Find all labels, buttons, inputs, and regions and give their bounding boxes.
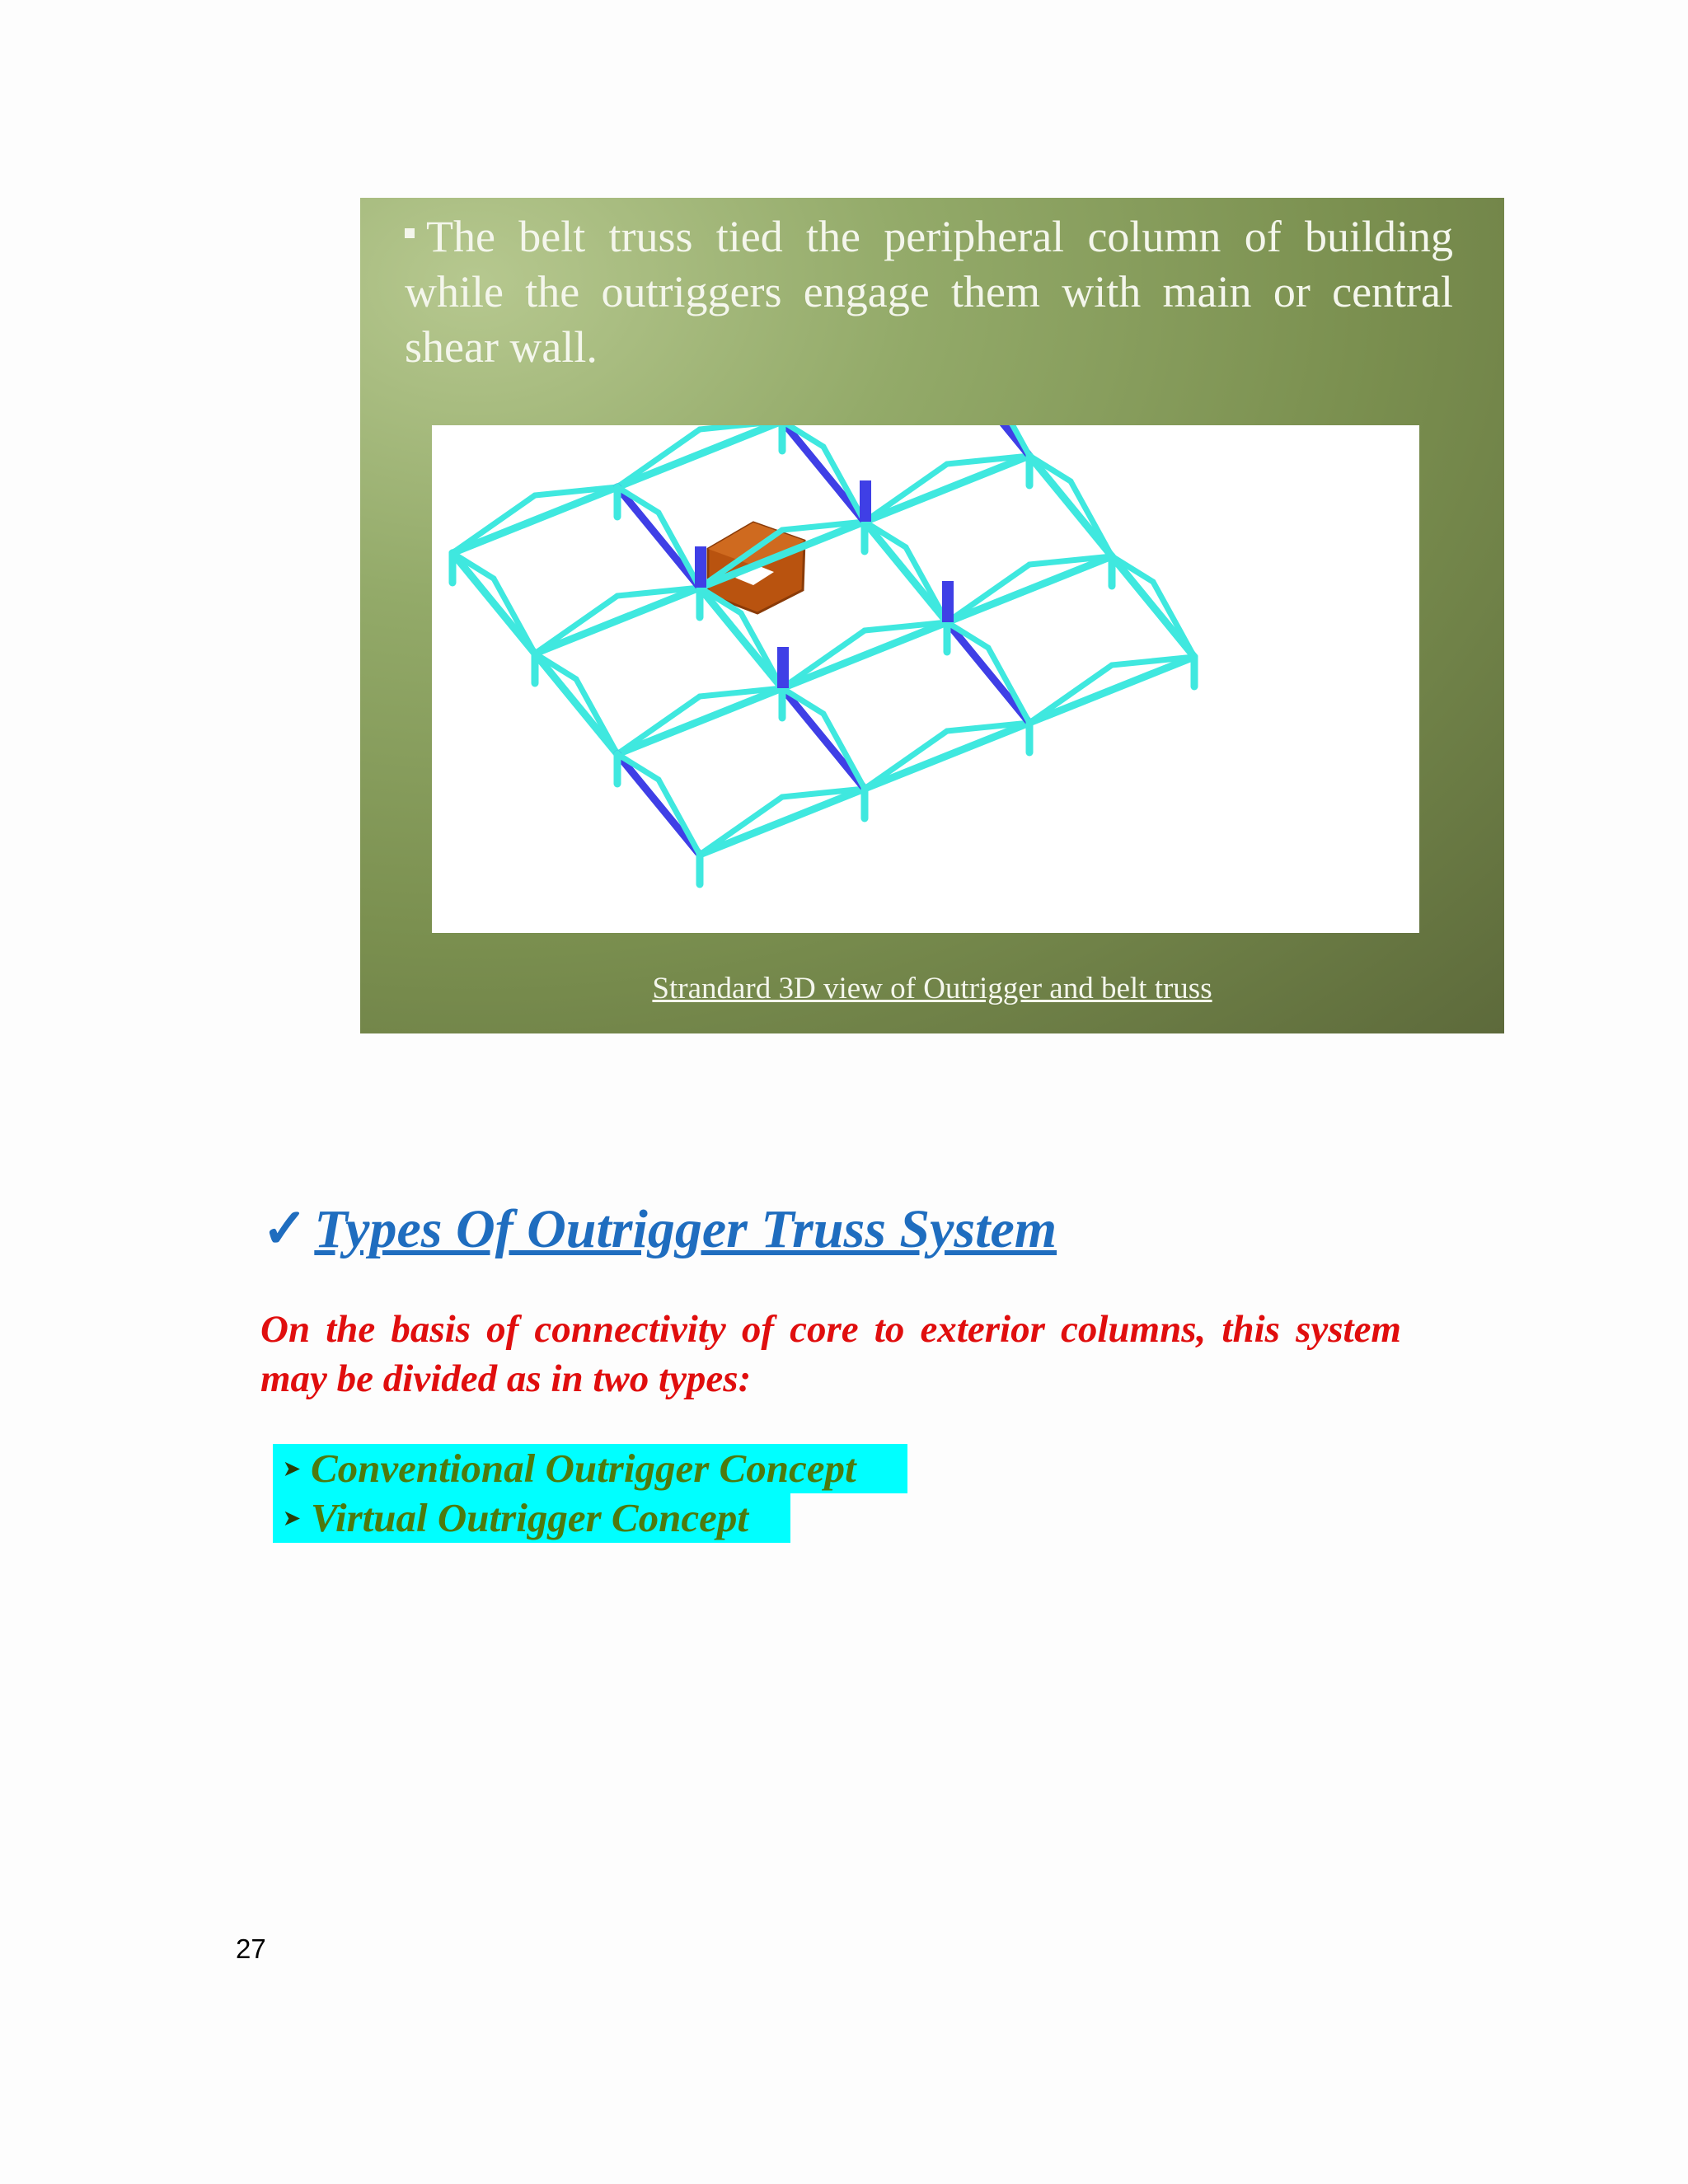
- outrigger-member: [947, 622, 1029, 723]
- checkmark-icon: ✓: [262, 1199, 308, 1259]
- frame-member: [1112, 556, 1194, 657]
- truss-3d-figure: [432, 425, 1419, 933]
- outrigger-post: [860, 480, 871, 522]
- frame-member: [1029, 456, 1112, 556]
- outrigger-member: [617, 487, 700, 588]
- arrowhead-bullet-icon: ➤: [283, 1507, 301, 1530]
- type-label: Conventional Outrigger Concept: [311, 1446, 856, 1491]
- outrigger-post: [942, 581, 954, 622]
- list-item: [273, 1444, 907, 1493]
- frame-member: [452, 553, 535, 654]
- outrigger-member: [782, 425, 865, 522]
- list-item: [273, 1493, 790, 1543]
- slide-text: The belt truss tied the peripheral column of building while the outriggers engage them with main or central shear wall.: [405, 212, 1453, 372]
- slide-body-text: [405, 209, 1453, 375]
- outrigger-member: [617, 754, 700, 855]
- outrigger-post: [777, 647, 789, 688]
- section-heading: [262, 1197, 1057, 1261]
- figure-caption: Strandard 3D view of Outrigger and belt truss: [652, 972, 1212, 1005]
- outrigger-member: [782, 688, 865, 789]
- truss-3d-drawing: [432, 425, 1419, 933]
- outrigger-post: [695, 546, 706, 588]
- arrowhead-bullet-icon: ➤: [283, 1458, 301, 1480]
- intro-paragraph: On the basis of connectivity of core to exterior columns, this system may be divided as in two types:: [260, 1308, 1401, 1400]
- section-title: Types Of Outrigger Truss System: [314, 1199, 1057, 1259]
- page-number: 27: [236, 1933, 266, 1964]
- frame-member: [535, 654, 617, 754]
- type-label: Virtual Outrigger Concept: [311, 1495, 748, 1540]
- slide-image: [360, 198, 1504, 1033]
- types-list: [273, 1444, 907, 1543]
- frame-member: [865, 522, 947, 622]
- square-bullet-icon: [405, 228, 415, 238]
- frame-member: [617, 425, 782, 487]
